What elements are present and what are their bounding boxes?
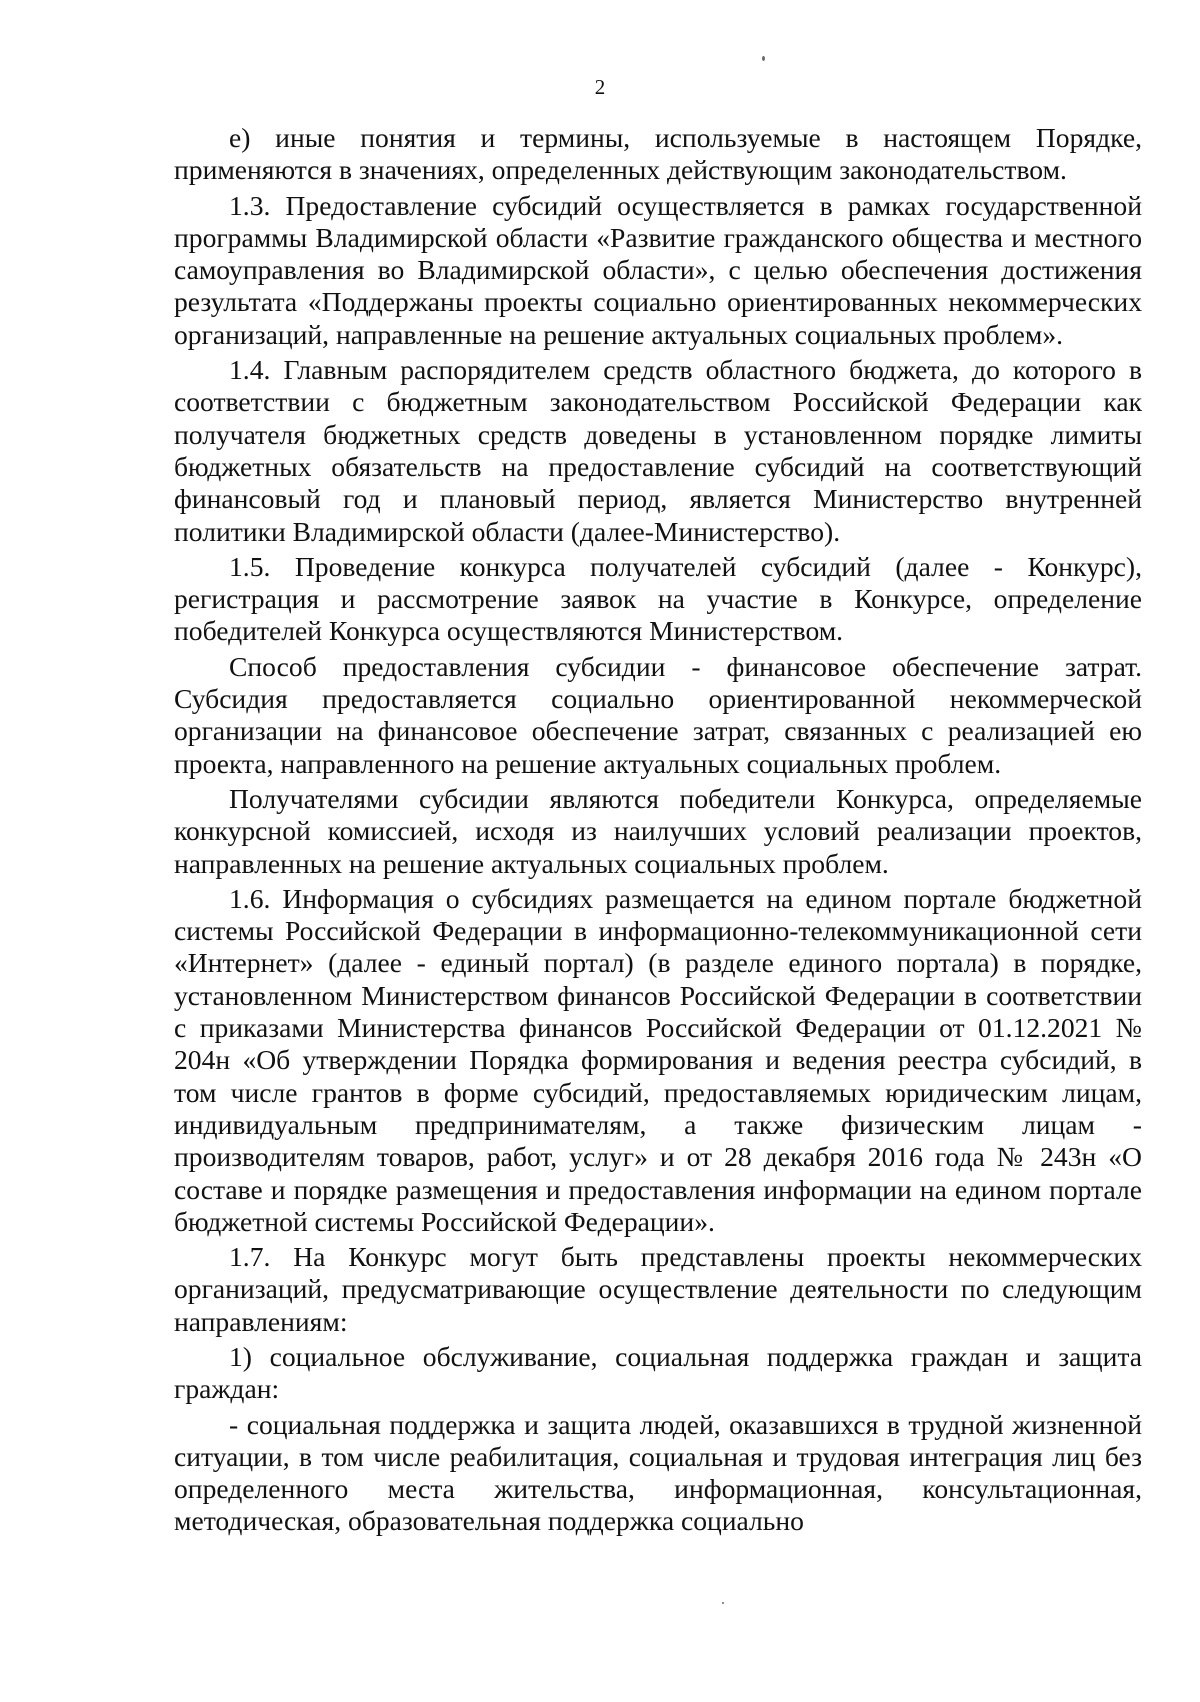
paragraph-1-3: 1.3. Предоставление субсидий осуществляется в рамках государственной программы Владимирской области «Развитие гражданского общества и местного самоуправления во Владимирской области», с целью обеспечения достижения результата «Поддержаны проекты социально ориентированных некоммерческих организаций, направленные на решение актуальных социальных проблем». (174, 189, 1142, 350)
paragraph-1-6: 1.6. Информация о субсидиях размещается на едином портале бюджетной системы Российской Федерации в информационно-телекоммуникационной сети «Интернет» (далее - единый портал) (в разделе единого портала) в порядке, установленном Министерством финансов Российской Федерации в соответствии с приказами Министерства финансов Российской Федерации от 01.12.2021 № 204н «Об утверждении Порядка формирования и ведения реестра субсидий, в том числе грантов в форме субсидий, предоставляемых юридическим лицам, индивидуальным предпринимателям, а также физическим лицам - производителям товаров, работ, услуг» и от 28 декабря 2016 года № 243н «О составе и порядке размещения и предоставления информации на едином портале бюджетной системы Российской Федерации». (174, 882, 1142, 1237)
paragraph-terms: е) иные понятия и термины, используемые в настоящем Порядке, применяются в значениях, определенных действующим законодательством. (174, 122, 1142, 186)
paragraph-direction-1: 1) социальное обслуживание, социальная поддержка граждан и защита граждан: (174, 1340, 1142, 1405)
paragraph-1-4: 1.4. Главным распорядителем средств областного бюджета, до которого в соответствии с бюджетным законодательством Российской Федерации как получателя бюджетных средств доведены в установленном порядке лимиты бюджетных обязательств на предоставление субсидий на соответствующий финансовый год и плановый период, является Министерство внутренней политики Владимирской области (далее-Министерство). (174, 354, 1142, 547)
paragraph-1-7: 1.7. На Конкурс могут быть представлены проекты некоммерческих организаций, предусматривающие осуществление деятельности по следующим направлениям: (174, 1241, 1142, 1337)
scan-speck (762, 56, 765, 61)
paragraph-recipients: Получателями субсидии являются победители Конкурса, определяемые конкурсной комиссией, исходя из наилучших условий реализации проектов, направленных на решение актуальных социальных проблем. (174, 782, 1142, 879)
paragraph-direction-1-item: - социальная поддержка и защита людей, оказавшихся в трудной жизненной ситуации, в том числе реабилитация, социальная и трудовая интеграция лиц без определенного места жительства, информационная, консультационная, методическая, образовательная поддержка социально (174, 1408, 1142, 1537)
scan-speck (722, 1602, 724, 1604)
document-body (174, 122, 1142, 1538)
paragraph-1-5: 1.5. Проведение конкурса получателей субсидий (далее - Конкурс), регистрация и рассмотрение заявок на участие в Конкурсе, определение победителей Конкурса осуществляются Министерством. (174, 550, 1142, 647)
page-number: 2 (594, 75, 606, 99)
paragraph-subsidy-method: Способ предоставления субсидии - финансовое обеспечение затрат. Субсидия предоставляется социально ориентированной некоммерческой организации на финансовое обеспечение затрат, связанных с реализацией ею проекта, направленного на решение актуальных социальных проблем. (174, 650, 1142, 779)
